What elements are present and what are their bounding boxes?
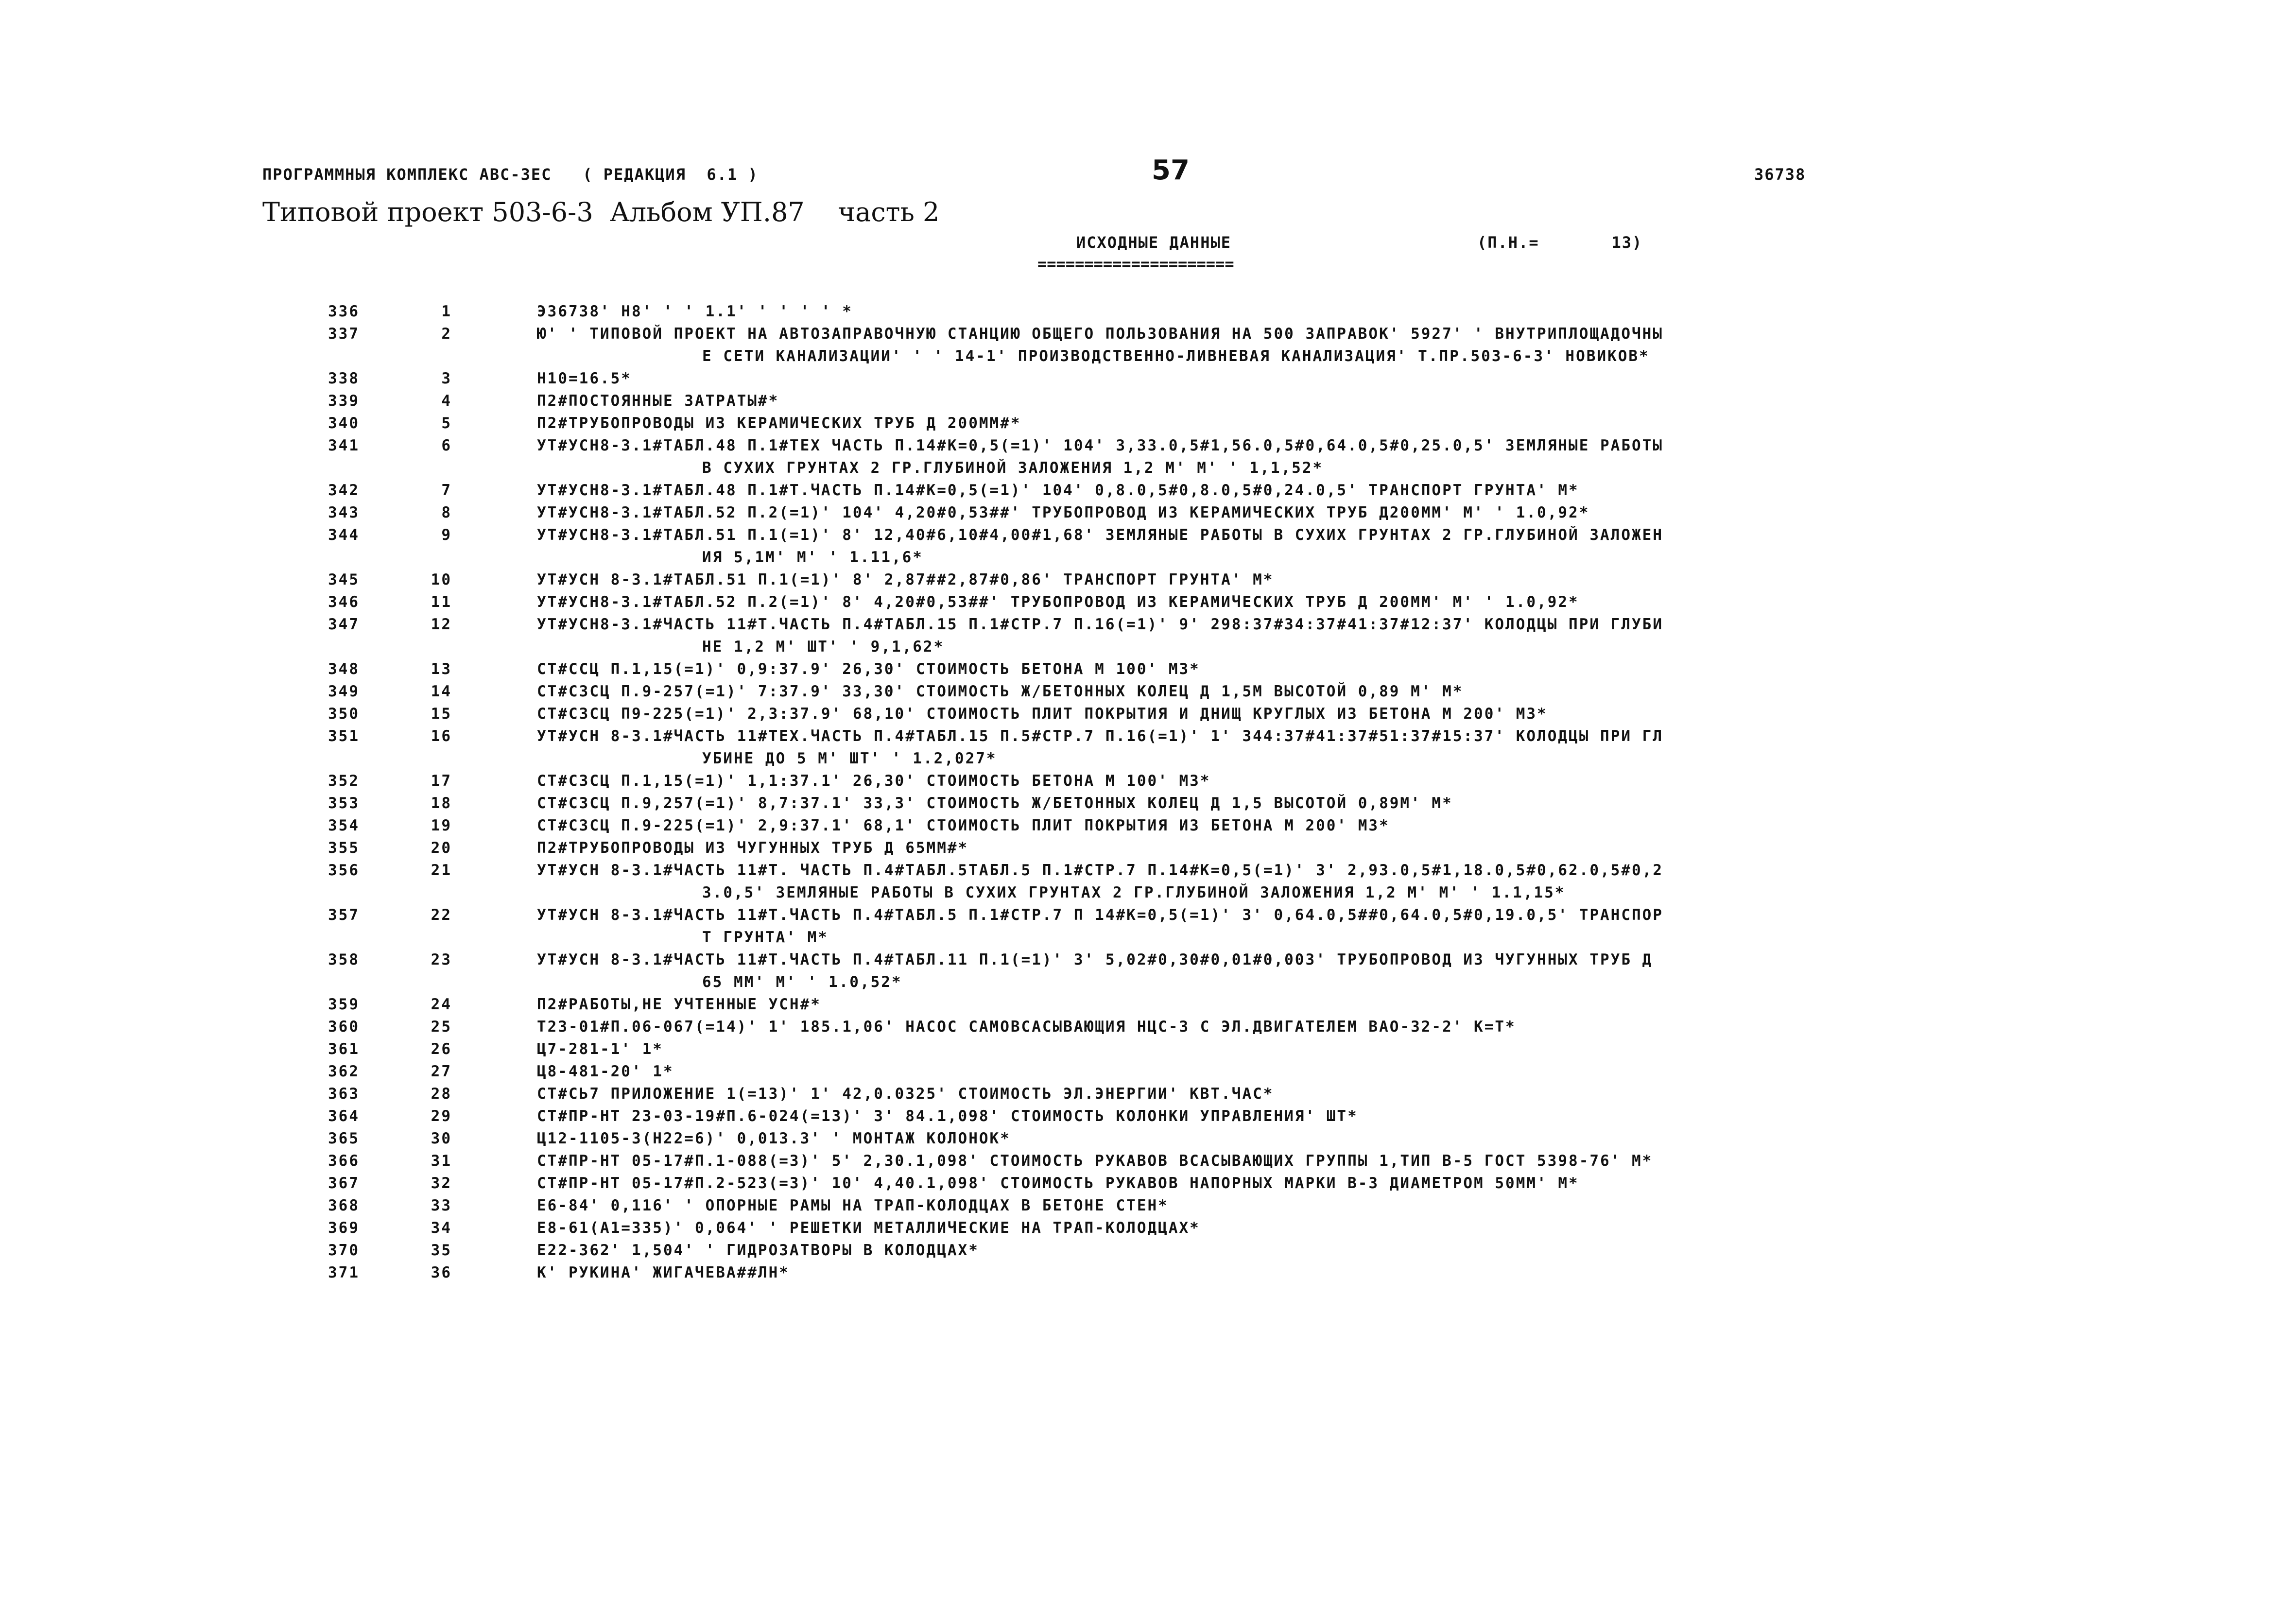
sequence-number: 13: [431, 660, 452, 678]
record-text: [537, 390, 2053, 412]
sequence-number: 24: [431, 996, 452, 1013]
record-text: [537, 904, 2053, 949]
line-number: 370: [328, 1242, 360, 1259]
record-text: [537, 323, 2053, 367]
sequence-number: 32: [431, 1175, 452, 1192]
sequence-number: 7: [441, 482, 452, 499]
line-number: 339: [328, 392, 360, 410]
line-number: 350: [328, 705, 360, 723]
sequence-number: 16: [431, 727, 452, 745]
sequence-number: 20: [431, 839, 452, 857]
line-number: 357: [328, 906, 360, 924]
record-text-line: Е22-362' 1,504' ' ГИДРОЗАТВОРЫ В КОЛОДЦАХ*: [537, 1242, 979, 1259]
page-number: 57: [1152, 155, 1190, 186]
record-text: [537, 680, 2053, 703]
record-text: [537, 1127, 2053, 1150]
record-text: [537, 658, 2053, 680]
record-text-line: Ю' ' ТИПОВОЙ ПРОЕКТ НА АВТОЗАПРАВОЧНУЮ СТАНЦИЮ ОБЩЕГО ПОЛЬЗОВАНИЯ НА 500 ЗАПРАВОК' 5927' ' ВНУТРИПЛОЩАДОЧНЫ: [537, 325, 1664, 343]
line-number: 356: [328, 862, 360, 879]
line-number: 365: [328, 1130, 360, 1147]
listing-row: [0, 859, 2296, 904]
sequence-number: 5: [441, 415, 452, 432]
line-number: 362: [328, 1063, 360, 1080]
record-text: [537, 770, 2053, 792]
listing-row: [0, 323, 2296, 367]
record-text-line: СТ#СЗСЦ П.1,15(=1)' 1,1:37.1' 26,30' СТОИМОСТЬ БЕТОНА М 100' М3*: [537, 772, 1211, 790]
program-header: ПРОГРАММНЫЯ КОМПЛЕКС АВС-ЗЕС ( РЕДАКЦИЯ 6.1 ): [262, 165, 759, 184]
listing-row: [0, 613, 2296, 658]
line-number: 361: [328, 1040, 360, 1058]
line-number: 348: [328, 660, 360, 678]
listing-row: [0, 412, 2296, 434]
line-number: 359: [328, 996, 360, 1013]
record-text: [537, 501, 2053, 524]
record-text: [537, 1150, 2053, 1172]
line-number: 371: [328, 1264, 360, 1281]
listing-row: [0, 1060, 2296, 1083]
record-text-line: Э36738' Н8' ' ' 1.1' ' ' ' ' *: [537, 303, 853, 320]
listing-row: [0, 792, 2296, 814]
line-number: 336: [328, 303, 360, 320]
sequence-number: 17: [431, 772, 452, 790]
listing-row: [0, 591, 2296, 613]
record-text: [537, 837, 2053, 859]
record-text-line: УТ#УСН8-3.1#ТАБЛ.52 П.2(=1)' 104' 4,20#0,53##' ТРУБОПРОВОД ИЗ КЕРАМИЧЕСКИХ ТРУБ Д200ММ' М' ' 1.0,92*: [537, 504, 1590, 521]
sequence-number: 33: [431, 1197, 452, 1214]
record-text-line: Ц8-481-20' 1*: [537, 1063, 674, 1080]
listing-row: [0, 904, 2296, 949]
sequence-number: 29: [431, 1107, 452, 1125]
record-text: [537, 1239, 2053, 1261]
listing-row: [0, 569, 2296, 591]
listing-row: [0, 1083, 2296, 1105]
record-text: [537, 725, 2053, 770]
listing-row: [0, 1150, 2296, 1172]
line-number: 349: [328, 683, 360, 700]
record-text-line: СТ#ПР-НТ 05-17#П.1-088(=3)' 5' 2,30.1,098' СТОИМОСТЬ РУКАВОВ ВСАСЫВАЮЩИХ ГРУППЫ 1,ТИП В-5 ГОСТ 5398-76' М*: [537, 1152, 1653, 1170]
record-text-line: СТ#СЗСЦ П9-225(=1)' 2,3:37.9' 68,10' СТОИМОСТЬ ПЛИТ ПОКРЫТИЯ И ДНИЩ КРУГЛЫХ ИЗ БЕТОНА М 200' М3*: [537, 705, 1548, 723]
line-number: 367: [328, 1175, 360, 1192]
record-text: [537, 412, 2053, 434]
record-text-line: СТ#СЗСЦ П.9-257(=1)' 7:37.9' 33,30' СТОИМОСТЬ Ж/БЕТОННЫХ КОЛЕЦ Д 1,5М ВЫСОТОЙ 0,89 М' М*: [537, 683, 1464, 700]
record-text-line: СТ#СЗСЦ П.9,257(=1)' 8,7:37.1' 33,3' СТОИМОСТЬ Ж/БЕТОННЫХ КОЛЕЦ Д 1,5 ВЫСОТОЙ 0,89М' М*: [537, 795, 1453, 812]
section-underline: =====================: [1037, 255, 1234, 273]
listing-row: [0, 993, 2296, 1016]
record-text: [537, 524, 2053, 569]
listing-row: [0, 725, 2296, 770]
record-text-line: СТ#СЬ7 ПРИЛОЖЕНИЕ 1(=13)' 1' 42,0.0325' СТОИМОСТЬ ЭЛ.ЭНЕРГИИ' КВТ.ЧАС*: [537, 1085, 1274, 1103]
record-text-line: УТ#УСН8-3.1#ТАБЛ.52 П.2(=1)' 8' 4,20#0,53##' ТРУБОПРОВОД ИЗ КЕРАМИЧЕСКИХ ТРУБ Д 200ММ' М' ' 1.0,92*: [537, 593, 1579, 611]
listing-row: [0, 1172, 2296, 1194]
record-text: [537, 1194, 2053, 1217]
record-text-line: Ц7-281-1' 1*: [537, 1040, 663, 1058]
record-text-continuation: В СУХИХ ГРУНТАХ 2 ГР.ГЛУБИНОЙ ЗАЛОЖЕНИЯ 1,2 М' М' ' 1,1,52*: [702, 459, 1324, 477]
sequence-number: 22: [431, 906, 452, 924]
line-number: 364: [328, 1107, 360, 1125]
project-title: Типовой проект 503-6-3 Альбом УП.87 часть 2: [262, 197, 940, 227]
listing-row: [0, 1016, 2296, 1038]
record-text-continuation: Т ГРУНТА' М*: [702, 929, 829, 946]
record-text-line: Т23-01#П.06-067(=14)' 1' 185.1,06' НАСОС САМОВСАСЫВАЮЩИЯ НЦС-3 С ЭЛ.ДВИГАТЕЛЕМ ВАО-32-2' К=Т*: [537, 1018, 1516, 1036]
line-number: 337: [328, 325, 360, 343]
line-number: 343: [328, 504, 360, 521]
sequence-number: 26: [431, 1040, 452, 1058]
line-number: 346: [328, 593, 360, 611]
listing-row: [0, 479, 2296, 501]
record-text: [537, 613, 2053, 658]
line-number: 366: [328, 1152, 360, 1170]
record-text-line: УТ#УСН8-3.1#ТАБЛ.51 П.1(=1)' 8' 12,40#6,10#4,00#1,68' ЗЕМЛЯНЫЕ РАБОТЫ В СУХИХ ГРУНТАХ 2 ГР.ГЛУБИНОЙ ЗАЛОЖЕН: [537, 526, 1664, 544]
sequence-number: 30: [431, 1130, 452, 1147]
sequence-number: 12: [431, 616, 452, 633]
listing-row: [0, 703, 2296, 725]
sequence-number: 6: [441, 437, 452, 454]
record-text: [537, 1060, 2053, 1083]
sequence-number: 15: [431, 705, 452, 723]
line-number: 347: [328, 616, 360, 633]
line-number: 340: [328, 415, 360, 432]
record-text: [537, 300, 2053, 323]
record-text-continuation: ИЯ 5,1М' М' ' 1.11,6*: [702, 549, 923, 566]
record-text-line: Н10=16.5*: [537, 370, 632, 387]
record-text-continuation: НЕ 1,2 М' ШТ' ' 9,1,62*: [702, 638, 945, 656]
sequence-number: 14: [431, 683, 452, 700]
listing-row: [0, 949, 2296, 993]
record-text-line: СТ#ПР-НТ 23-03-19#П.6-024(=13)' 3' 84.1,098' СТОИМОСТЬ КОЛОНКИ УПРАВЛЕНИЯ' ШТ*: [537, 1107, 1358, 1125]
line-number: 354: [328, 817, 360, 834]
data-listing: [0, 300, 2296, 1284]
listing-row: [0, 1239, 2296, 1261]
record-text-line: СТ#СЗСЦ П.9-225(=1)' 2,9:37.1' 68,1' СТОИМОСТЬ ПЛИТ ПОКРЫТИЯ ИЗ БЕТОНА М 200' М3*: [537, 817, 1390, 834]
record-text-line: П2#ТРУБОПРОВОДЫ ИЗ ЧУГУННЫХ ТРУБ Д 65ММ#*: [537, 839, 969, 857]
sequence-number: 23: [431, 951, 452, 968]
line-number: 345: [328, 571, 360, 588]
listing-row: [0, 770, 2296, 792]
line-number: 368: [328, 1197, 360, 1214]
listing-row: [0, 501, 2296, 524]
line-number: 342: [328, 482, 360, 499]
record-text: [537, 1038, 2053, 1060]
listing-row: [0, 367, 2296, 390]
record-text-line: П2#РАБОТЫ,НЕ УЧТЕННЫЕ УСН#*: [537, 996, 821, 1013]
record-text: [537, 1016, 2053, 1038]
record-text: [537, 1083, 2053, 1105]
record-text-continuation: 3.0,5' ЗЕМЛЯНЫЕ РАБОТЫ В СУХИХ ГРУНТАХ 2 ГР.ГЛУБИНОЙ ЗАЛОЖЕНИЯ 1,2 М' М' ' 1.1,15*: [702, 884, 1566, 901]
record-text: [537, 1217, 2053, 1239]
line-number: 344: [328, 526, 360, 544]
record-text: [537, 949, 2053, 993]
sequence-number: 28: [431, 1085, 452, 1103]
record-text-line: П2#ПОСТОЯННЫЕ ЗАТРАТЫ#*: [537, 392, 779, 410]
record-text: [537, 591, 2053, 613]
listing-row: [0, 1127, 2296, 1150]
sequence-number: 8: [441, 504, 452, 521]
sequence-number: 19: [431, 817, 452, 834]
record-text-line: П2#ТРУБОПРОВОДЫ ИЗ КЕРАМИЧЕСКИХ ТРУБ Д 200ММ#*: [537, 415, 1021, 432]
record-text-line: Е8-61(А1=335)' 0,064' ' РЕШЕТКИ МЕТАЛЛИЧЕСКИЕ НА ТРАП-КОЛОДЦАХ*: [537, 1219, 1200, 1237]
listing-row: [0, 1261, 2296, 1284]
document-id: 36738: [1754, 165, 1806, 184]
sequence-number: 36: [431, 1264, 452, 1281]
line-number: 341: [328, 437, 360, 454]
sequence-number: 18: [431, 795, 452, 812]
section-title: ИСХОДНЫЕ ДАННЫЕ: [1076, 233, 1231, 252]
record-text-line: УТ#УСН8-3.1#ТАБЛ.48 П.1#Т.ЧАСТЬ П.14#К=0,5(=1)' 104' 0,8.0,5#0,8.0,5#0,24.0,5' ТРАНСПОРТ ГРУНТА' М*: [537, 482, 1579, 499]
record-text: [537, 569, 2053, 591]
listing-row: [0, 1217, 2296, 1239]
listing-row: [0, 680, 2296, 703]
record-text: [537, 993, 2053, 1016]
line-number: 353: [328, 795, 360, 812]
record-text: [537, 1105, 2053, 1127]
sequence-number: 11: [431, 593, 452, 611]
sequence-number: 34: [431, 1219, 452, 1237]
sequence-number: 9: [441, 526, 452, 544]
record-text-line: Ц12-1105-3(Н22=6)' 0,013.3' ' МОНТАЖ КОЛОНОК*: [537, 1130, 1011, 1147]
sequence-number: 27: [431, 1063, 452, 1080]
record-text-continuation: Е СЕТИ КАНАЛИЗАЦИИ' ' ' 14-1' ПРОИЗВОДСТВЕННО-ЛИВНЕВАЯ КАНАЛИЗАЦИЯ' Т.ПР.503-6-3' НОВИКОВ*: [702, 347, 1650, 365]
record-text-line: К' РУКИНА' ЖИГАЧЕВА##ЛН*: [537, 1264, 790, 1281]
listing-row: [0, 1038, 2296, 1060]
listing-row: [0, 434, 2296, 479]
sequence-number: 35: [431, 1242, 452, 1259]
line-number: 352: [328, 772, 360, 790]
record-text-continuation: 65 ММ' М' ' 1.0,52*: [702, 973, 902, 991]
record-text: [537, 434, 2053, 479]
record-text-line: УТ#УСН8-3.1#ТАБЛ.48 П.1#ТЕХ ЧАСТЬ П.14#К=0,5(=1)' 104' 3,33.0,5#1,56.0,5#0,64.0,5#0,25.0,5' ЗЕМЛЯНЫЕ РАБОТЫ: [537, 437, 1664, 454]
sequence-number: 2: [441, 325, 452, 343]
sequence-number: 4: [441, 392, 452, 410]
listing-row: [0, 658, 2296, 680]
listing-row: [0, 814, 2296, 837]
sequence-number: 3: [441, 370, 452, 387]
listing-row: [0, 300, 2296, 323]
record-text: [537, 479, 2053, 501]
record-text-line: СТ#ПР-НТ 05-17#П.2-523(=3)' 10' 4,40.1,098' СТОИМОСТЬ РУКАВОВ НАПОРНЫХ МАРКИ В-3 ДИАМЕТРОМ 50ММ' М*: [537, 1175, 1579, 1192]
sequence-number: 25: [431, 1018, 452, 1036]
record-text-line: УТ#УСН 8-3.1#ЧАСТЬ 11#Т. ЧАСТЬ П.4#ТАБЛ.5ТАБЛ.5 П.1#СТР.7 П.14#К=0,5(=1)' 3' 2,93.0,5#1,18.0,5#0,62.0,5#0,2: [537, 862, 1664, 879]
sequence-number: 21: [431, 862, 452, 879]
line-number: 363: [328, 1085, 360, 1103]
record-text-line: УТ#УСН 8-3.1#ТАБЛ.51 П.1(=1)' 8' 2,87##2,87#0,86' ТРАНСПОРТ ГРУНТА' М*: [537, 571, 1274, 588]
record-text-line: УТ#УСН8-3.1#ЧАСТЬ 11#Т.ЧАСТЬ П.4#ТАБЛ.15 П.1#СТР.7 П.16(=1)' 9' 298:37#34:37#41:37#12:37' КОЛОДЦЫ ПРИ ГЛУБИ: [537, 616, 1664, 633]
record-text: [537, 1261, 2053, 1284]
record-text: [537, 1172, 2053, 1194]
sequence-number: 1: [441, 303, 452, 320]
record-text-line: УТ#УСН 8-3.1#ЧАСТЬ 11#Т.ЧАСТЬ П.4#ТАБЛ.5 П.1#СТР.7 П 14#К=0,5(=1)' 3' 0,64.0,5##0,64.0,5#0,19.0,5' ТРАНСПОР: [537, 906, 1664, 924]
line-number: 351: [328, 727, 360, 745]
record-text: [537, 859, 2053, 904]
sequence-number: 31: [431, 1152, 452, 1170]
listing-row: [0, 390, 2296, 412]
record-text-line: СТ#ССЦ П.1,15(=1)' 0,9:37.9' 26,30' СТОИМОСТЬ БЕТОНА М 100' М3*: [537, 660, 1200, 678]
record-text-line: УТ#УСН 8-3.1#ЧАСТЬ 11#Т.ЧАСТЬ П.4#ТАБЛ.11 П.1(=1)' 3' 5,02#0,30#0,01#0,003' ТРУБОПРОВОД ИЗ ЧУГУННЫХ ТРУБ Д: [537, 951, 1653, 968]
record-text: [537, 814, 2053, 837]
sequence-number: 10: [431, 571, 452, 588]
listing-row: [0, 524, 2296, 569]
listing-row: [0, 837, 2296, 859]
record-text: [537, 367, 2053, 390]
record-text-line: УТ#УСН 8-3.1#ЧАСТЬ 11#ТЕХ.ЧАСТЬ П.4#ТАБЛ.15 П.5#СТР.7 П.16(=1)' 1' 344:37#41:37#51:37#15:37' КОЛОДЦЫ ПРИ ГЛ: [537, 727, 1664, 745]
line-number: 355: [328, 839, 360, 857]
record-text: [537, 703, 2053, 725]
line-number: 338: [328, 370, 360, 387]
line-number: 358: [328, 951, 360, 968]
line-number: 360: [328, 1018, 360, 1036]
listing-row: [0, 1194, 2296, 1217]
record-text: [537, 792, 2053, 814]
record-text-continuation: УБИНЕ ДО 5 М' ШТ' ' 1.2,027*: [702, 750, 997, 767]
line-number: 369: [328, 1219, 360, 1237]
listing-row: [0, 1105, 2296, 1127]
pn-indicator: (П.Н.= 13): [1477, 233, 1643, 252]
record-text-line: Е6-84' 0,116' ' ОПОРНЫЕ РАМЫ НА ТРАП-КОЛОДЦАХ В БЕТОНЕ СТЕН*: [537, 1197, 1169, 1214]
